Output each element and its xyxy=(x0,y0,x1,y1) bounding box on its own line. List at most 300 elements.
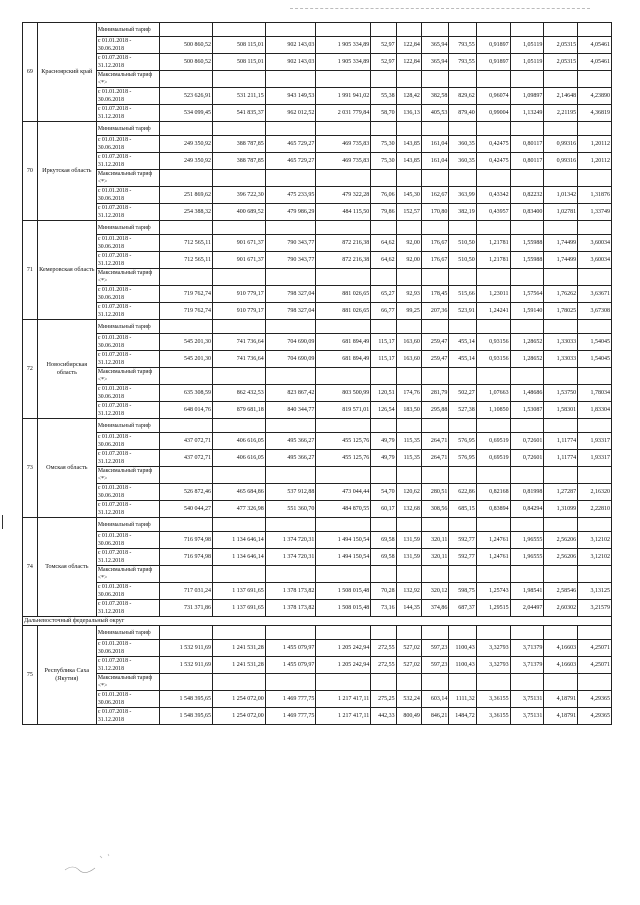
empty-cell xyxy=(578,170,612,187)
value-cell: 437 072,71 xyxy=(160,450,213,467)
empty-cell xyxy=(371,269,396,286)
value-cell: 0,80117 xyxy=(510,136,544,153)
value-cell: 592,77 xyxy=(449,549,476,566)
value-cell: 275,25 xyxy=(371,691,396,708)
value-cell: 365,94 xyxy=(421,37,448,54)
value-cell: 0,83400 xyxy=(510,204,544,221)
tariff-period-label: Минимальный тариф xyxy=(96,518,159,532)
empty-cell xyxy=(421,518,448,532)
value-cell: 163,60 xyxy=(396,334,421,351)
value-cell: 161,04 xyxy=(421,153,448,170)
value-cell: 526 872,46 xyxy=(160,484,213,501)
value-cell: 3,67308 xyxy=(578,303,612,320)
table-row xyxy=(23,221,612,235)
table-row xyxy=(23,691,612,708)
value-cell: 1,31876 xyxy=(578,187,612,204)
value-cell: 576,95 xyxy=(449,433,476,450)
empty-cell xyxy=(316,71,371,88)
value-cell: 881 026,65 xyxy=(316,286,371,303)
value-cell: 406 616,05 xyxy=(212,433,265,450)
value-cell: 1,54045 xyxy=(578,334,612,351)
empty-cell xyxy=(421,71,448,88)
value-cell: 523 626,91 xyxy=(160,88,213,105)
empty-cell xyxy=(160,23,213,37)
value-cell: 437 072,71 xyxy=(160,433,213,450)
value-cell: 4,36819 xyxy=(578,105,612,122)
value-cell: 1,78025 xyxy=(544,303,578,320)
value-cell: 4,25071 xyxy=(578,657,612,674)
empty-cell xyxy=(316,269,371,286)
tariff-period-label: с 01.01.2018 - 30.06.2018 xyxy=(96,433,159,450)
value-cell: 161,04 xyxy=(421,136,448,153)
value-cell: 280,51 xyxy=(421,484,448,501)
empty-cell xyxy=(265,320,316,334)
value-cell: 495 366,27 xyxy=(265,433,316,450)
value-cell: 901 671,37 xyxy=(212,252,265,269)
value-cell: 442,33 xyxy=(371,708,396,725)
value-cell: 49,79 xyxy=(371,450,396,467)
value-cell: 1 241 531,28 xyxy=(212,657,265,674)
value-cell: 1 508 015,48 xyxy=(316,600,371,617)
value-cell: 60,17 xyxy=(371,501,396,518)
value-cell: 0,69519 xyxy=(476,450,510,467)
value-cell: 3,63671 xyxy=(578,286,612,303)
value-cell: 4,18791 xyxy=(544,708,578,725)
empty-cell xyxy=(544,626,578,640)
value-cell: 1,21781 xyxy=(476,252,510,269)
value-cell: 320,11 xyxy=(421,549,448,566)
empty-cell xyxy=(510,269,544,286)
tariff-period-label: с 01.07.2018 - 31.12.2018 xyxy=(96,153,159,170)
empty-cell xyxy=(476,566,510,583)
value-cell: 790 343,77 xyxy=(265,235,316,252)
value-cell: 254 388,32 xyxy=(160,204,213,221)
value-cell: 152,57 xyxy=(396,204,421,221)
table-row xyxy=(23,467,612,484)
table-row xyxy=(23,402,612,419)
empty-cell xyxy=(396,419,421,433)
empty-cell xyxy=(371,320,396,334)
value-cell: 382,19 xyxy=(449,204,476,221)
value-cell: 143,85 xyxy=(396,136,421,153)
value-cell: 1,24241 xyxy=(476,303,510,320)
table-row xyxy=(23,518,612,532)
empty-cell xyxy=(316,122,371,136)
tariff-period-label: с 01.01.2018 - 30.06.2018 xyxy=(96,88,159,105)
tariff-period-label: с 01.07.2018 - 31.12.2018 xyxy=(96,105,159,122)
value-cell: 120,62 xyxy=(396,484,421,501)
empty-cell xyxy=(212,626,265,640)
value-cell: 1 241 531,28 xyxy=(212,640,265,657)
value-cell: 1,96555 xyxy=(510,549,544,566)
value-cell: 862 432,53 xyxy=(212,385,265,402)
value-cell: 681 894,49 xyxy=(316,334,371,351)
empty-cell xyxy=(544,674,578,691)
value-cell: 508 115,01 xyxy=(212,37,265,54)
empty-cell xyxy=(316,368,371,385)
empty-cell xyxy=(510,467,544,484)
value-cell: 1,53087 xyxy=(510,402,544,419)
value-cell: 1,54045 xyxy=(578,351,612,368)
value-cell: 527,38 xyxy=(449,402,476,419)
value-cell: 176,67 xyxy=(421,252,448,269)
empty-cell xyxy=(160,674,213,691)
value-cell: 0,43342 xyxy=(476,187,510,204)
empty-cell xyxy=(316,566,371,583)
value-cell: 1 378 173,82 xyxy=(265,600,316,617)
tariff-period-label: Минимальный тариф xyxy=(96,221,159,235)
empty-cell xyxy=(212,23,265,37)
value-cell: 131,59 xyxy=(396,549,421,566)
value-cell: 143,85 xyxy=(396,153,421,170)
empty-cell xyxy=(544,518,578,532)
empty-cell xyxy=(476,71,510,88)
value-cell: 0,43957 xyxy=(476,204,510,221)
value-cell: 495 366,27 xyxy=(265,450,316,467)
value-cell: 704 690,09 xyxy=(265,351,316,368)
value-cell: 1 134 646,14 xyxy=(212,532,265,549)
empty-cell xyxy=(578,674,612,691)
value-cell: 259,47 xyxy=(421,351,448,368)
value-cell: 902 143,03 xyxy=(265,54,316,71)
value-cell: 1,05119 xyxy=(510,37,544,54)
empty-cell xyxy=(265,221,316,235)
empty-cell xyxy=(544,419,578,433)
value-cell: 1,33033 xyxy=(544,334,578,351)
value-cell: 872 216,38 xyxy=(316,252,371,269)
value-cell: 1,74499 xyxy=(544,252,578,269)
value-cell: 465 729,27 xyxy=(265,153,316,170)
empty-cell xyxy=(578,368,612,385)
value-cell: 510,50 xyxy=(449,235,476,252)
tariff-period-label: с 01.07.2018 - 31.12.2018 xyxy=(96,303,159,320)
table-row xyxy=(23,122,612,136)
table-row xyxy=(23,269,612,286)
value-cell: 58,70 xyxy=(371,105,396,122)
empty-cell xyxy=(265,269,316,286)
empty-cell xyxy=(212,221,265,235)
margin-tick xyxy=(2,515,3,529)
value-cell: 360,35 xyxy=(449,153,476,170)
empty-cell xyxy=(476,419,510,433)
value-cell: 455,14 xyxy=(449,351,476,368)
empty-cell xyxy=(160,518,213,532)
empty-cell xyxy=(160,221,213,235)
value-cell: 92,00 xyxy=(396,252,421,269)
table-row xyxy=(23,320,612,334)
value-cell: 681 894,49 xyxy=(316,351,371,368)
value-cell: 2,60302 xyxy=(544,600,578,617)
value-cell: 1,24761 xyxy=(476,549,510,566)
value-cell: 259,47 xyxy=(421,334,448,351)
empty-cell xyxy=(371,122,396,136)
value-cell: 540 044,27 xyxy=(160,501,213,518)
value-cell: 251 869,62 xyxy=(160,187,213,204)
value-cell: 3,21579 xyxy=(578,600,612,617)
value-cell: 455,14 xyxy=(449,334,476,351)
value-cell: 115,35 xyxy=(396,450,421,467)
value-cell: 0,72601 xyxy=(510,433,544,450)
district-row xyxy=(23,617,612,626)
value-cell: 75,30 xyxy=(371,136,396,153)
value-cell: 0,72601 xyxy=(510,450,544,467)
value-cell: 879,40 xyxy=(449,105,476,122)
table-row xyxy=(23,600,612,617)
empty-cell xyxy=(265,23,316,37)
table-row xyxy=(23,303,612,320)
value-cell: 551 360,70 xyxy=(265,501,316,518)
value-cell: 648 014,76 xyxy=(160,402,213,419)
empty-cell xyxy=(396,320,421,334)
empty-cell xyxy=(578,467,612,484)
value-cell: 65,27 xyxy=(371,286,396,303)
value-cell: 0,42475 xyxy=(476,153,510,170)
empty-cell xyxy=(578,566,612,583)
empty-cell xyxy=(160,626,213,640)
empty-cell xyxy=(160,419,213,433)
empty-cell xyxy=(421,419,448,433)
empty-cell xyxy=(160,269,213,286)
empty-cell xyxy=(510,122,544,136)
value-cell: 99,25 xyxy=(396,303,421,320)
tariff-period-label: с 01.07.2018 - 31.12.2018 xyxy=(96,600,159,617)
value-cell: 840 344,77 xyxy=(265,402,316,419)
value-cell: 374,86 xyxy=(421,600,448,617)
empty-cell xyxy=(265,518,316,532)
table-row xyxy=(23,566,612,583)
tariff-period-label: с 01.07.2018 - 31.12.2018 xyxy=(96,708,159,725)
value-cell: 115,35 xyxy=(396,433,421,450)
value-cell: 176,67 xyxy=(421,235,448,252)
table-row xyxy=(23,433,612,450)
empty-cell xyxy=(476,320,510,334)
empty-cell xyxy=(578,23,612,37)
empty-cell xyxy=(421,122,448,136)
value-cell: 122,84 xyxy=(396,37,421,54)
empty-cell xyxy=(371,221,396,235)
value-cell: 75,30 xyxy=(371,153,396,170)
value-cell: 484 115,50 xyxy=(316,204,371,221)
value-cell: 502,27 xyxy=(449,385,476,402)
empty-cell xyxy=(371,368,396,385)
table-row xyxy=(23,549,612,566)
value-cell: 473 044,44 xyxy=(316,484,371,501)
value-cell: 178,45 xyxy=(421,286,448,303)
tariff-period-label: с 01.01.2018 - 30.06.2018 xyxy=(96,187,159,204)
value-cell: 3,71379 xyxy=(510,657,544,674)
empty-cell xyxy=(476,368,510,385)
empty-cell xyxy=(212,566,265,583)
empty-cell xyxy=(160,368,213,385)
empty-cell xyxy=(476,23,510,37)
empty-cell xyxy=(212,518,265,532)
table-row xyxy=(23,501,612,518)
value-cell: 3,36155 xyxy=(476,708,510,725)
empty-cell xyxy=(544,23,578,37)
value-cell: 54,70 xyxy=(371,484,396,501)
table-row xyxy=(23,71,612,88)
empty-cell xyxy=(544,122,578,136)
value-cell: 1100,43 xyxy=(449,640,476,657)
empty-cell xyxy=(578,626,612,640)
value-cell: 455 125,76 xyxy=(316,450,371,467)
value-cell: 295,88 xyxy=(421,402,448,419)
empty-cell xyxy=(578,320,612,334)
table-row xyxy=(23,351,612,368)
value-cell: 719 762,74 xyxy=(160,303,213,320)
value-cell: 901 671,37 xyxy=(212,235,265,252)
value-cell: 2,14648 xyxy=(544,88,578,105)
value-cell: 592,77 xyxy=(449,532,476,549)
value-cell: 0,99316 xyxy=(544,153,578,170)
tariff-period-label: с 01.01.2018 - 30.06.2018 xyxy=(96,532,159,549)
value-cell: 1 455 079,97 xyxy=(265,640,316,657)
value-cell: 527,02 xyxy=(396,657,421,674)
value-cell: 881 026,65 xyxy=(316,303,371,320)
value-cell: 523,91 xyxy=(449,303,476,320)
region-number: 72 xyxy=(23,320,38,419)
value-cell: 1,59140 xyxy=(510,303,544,320)
value-cell: 902 143,03 xyxy=(265,37,316,54)
value-cell: 1,05119 xyxy=(510,54,544,71)
region-number: 71 xyxy=(23,221,38,320)
value-cell: 479 986,29 xyxy=(265,204,316,221)
value-cell: 1,23011 xyxy=(476,286,510,303)
empty-cell xyxy=(421,170,448,187)
table-row xyxy=(23,153,612,170)
table-row xyxy=(23,626,612,640)
value-cell: 308,56 xyxy=(421,501,448,518)
value-cell: 3,12102 xyxy=(578,549,612,566)
tariff-period-label: с 01.07.2018 - 31.12.2018 xyxy=(96,657,159,674)
table-row xyxy=(23,235,612,252)
empty-cell xyxy=(449,320,476,334)
empty-cell xyxy=(396,269,421,286)
value-cell: 510,50 xyxy=(449,252,476,269)
region-number: 73 xyxy=(23,419,38,518)
value-cell: 603,14 xyxy=(421,691,448,708)
value-cell: 382,58 xyxy=(421,88,448,105)
value-cell: 1 134 646,14 xyxy=(212,549,265,566)
value-cell: 823 867,42 xyxy=(265,385,316,402)
value-cell: 0,83894 xyxy=(476,501,510,518)
value-cell: 819 571,01 xyxy=(316,402,371,419)
value-cell: 943 149,53 xyxy=(265,88,316,105)
empty-cell xyxy=(212,122,265,136)
value-cell: 962 012,52 xyxy=(265,105,316,122)
tariff-period-label: с 01.01.2018 - 30.06.2018 xyxy=(96,484,159,501)
value-cell: 162,67 xyxy=(421,187,448,204)
empty-cell xyxy=(421,23,448,37)
table-row xyxy=(23,419,612,433)
empty-cell xyxy=(212,71,265,88)
empty-cell xyxy=(212,419,265,433)
tariff-period-label: с 01.01.2018 - 30.06.2018 xyxy=(96,37,159,54)
empty-cell xyxy=(265,626,316,640)
tariff-period-label: Минимальный тариф xyxy=(96,419,159,433)
value-cell: 597,23 xyxy=(421,657,448,674)
empty-cell xyxy=(396,368,421,385)
value-cell: 469 735,83 xyxy=(316,136,371,153)
value-cell: 360,35 xyxy=(449,136,476,153)
region-name: Новосибирская область xyxy=(37,320,96,419)
value-cell: 829,62 xyxy=(449,88,476,105)
tariff-period-label: Минимальный тариф xyxy=(96,122,159,136)
value-cell: 1,27287 xyxy=(544,484,578,501)
empty-cell xyxy=(421,269,448,286)
tariff-period-label: Максимальный тариф <*> xyxy=(96,71,159,88)
value-cell: 0,42475 xyxy=(476,136,510,153)
empty-cell xyxy=(265,419,316,433)
empty-cell xyxy=(265,122,316,136)
empty-cell xyxy=(510,368,544,385)
value-cell: 545 201,30 xyxy=(160,334,213,351)
tariff-period-label: с 01.01.2018 - 30.06.2018 xyxy=(96,385,159,402)
value-cell: 3,32793 xyxy=(476,640,510,657)
tariff-period-label: Максимальный тариф <*> xyxy=(96,566,159,583)
value-cell: 365,94 xyxy=(421,54,448,71)
empty-cell xyxy=(212,170,265,187)
region-number: 74 xyxy=(23,518,38,617)
value-cell: 49,79 xyxy=(371,433,396,450)
value-cell: 1 469 777,75 xyxy=(265,691,316,708)
value-cell: 479 322,28 xyxy=(316,187,371,204)
value-cell: 1,29515 xyxy=(476,600,510,617)
value-cell: 531 211,15 xyxy=(212,88,265,105)
value-cell: 508 115,01 xyxy=(212,54,265,71)
tariff-period-label: Максимальный тариф <*> xyxy=(96,674,159,691)
value-cell: 1,21781 xyxy=(476,235,510,252)
empty-cell xyxy=(578,221,612,235)
empty-cell xyxy=(544,566,578,583)
value-cell: 1 205 242,94 xyxy=(316,657,371,674)
value-cell: 0,91897 xyxy=(476,37,510,54)
value-cell: 1 455 079,97 xyxy=(265,657,316,674)
value-cell: 576,95 xyxy=(449,450,476,467)
empty-cell xyxy=(371,467,396,484)
tariff-period-label: с 01.01.2018 - 30.06.2018 xyxy=(96,334,159,351)
tariff-period-label: с 01.07.2018 - 31.12.2018 xyxy=(96,204,159,221)
table-row xyxy=(23,88,612,105)
value-cell: 0,99004 xyxy=(476,105,510,122)
value-cell: 910 779,17 xyxy=(212,303,265,320)
region-name: Иркутская область xyxy=(37,122,96,221)
value-cell: 170,80 xyxy=(421,204,448,221)
empty-cell xyxy=(396,626,421,640)
table-row xyxy=(23,368,612,385)
value-cell: 1 905 334,89 xyxy=(316,54,371,71)
value-cell: 1 137 691,65 xyxy=(212,600,265,617)
value-cell: 174,76 xyxy=(396,385,421,402)
value-cell: 717 031,24 xyxy=(160,583,213,600)
empty-cell xyxy=(476,518,510,532)
table-row xyxy=(23,640,612,657)
empty-cell xyxy=(212,467,265,484)
empty-cell xyxy=(316,518,371,532)
value-cell: 1,01342 xyxy=(544,187,578,204)
value-cell: 1,76262 xyxy=(544,286,578,303)
value-cell: 0,82168 xyxy=(476,484,510,501)
value-cell: 716 974,98 xyxy=(160,532,213,549)
empty-cell xyxy=(449,518,476,532)
empty-cell xyxy=(421,320,448,334)
tariff-period-label: с 01.07.2018 - 31.12.2018 xyxy=(96,450,159,467)
value-cell: 1 905 334,89 xyxy=(316,37,371,54)
value-cell: 910 779,17 xyxy=(212,286,265,303)
value-cell: 1,57564 xyxy=(510,286,544,303)
tariff-period-label: с 01.01.2018 - 30.06.2018 xyxy=(96,691,159,708)
table-row xyxy=(23,450,612,467)
